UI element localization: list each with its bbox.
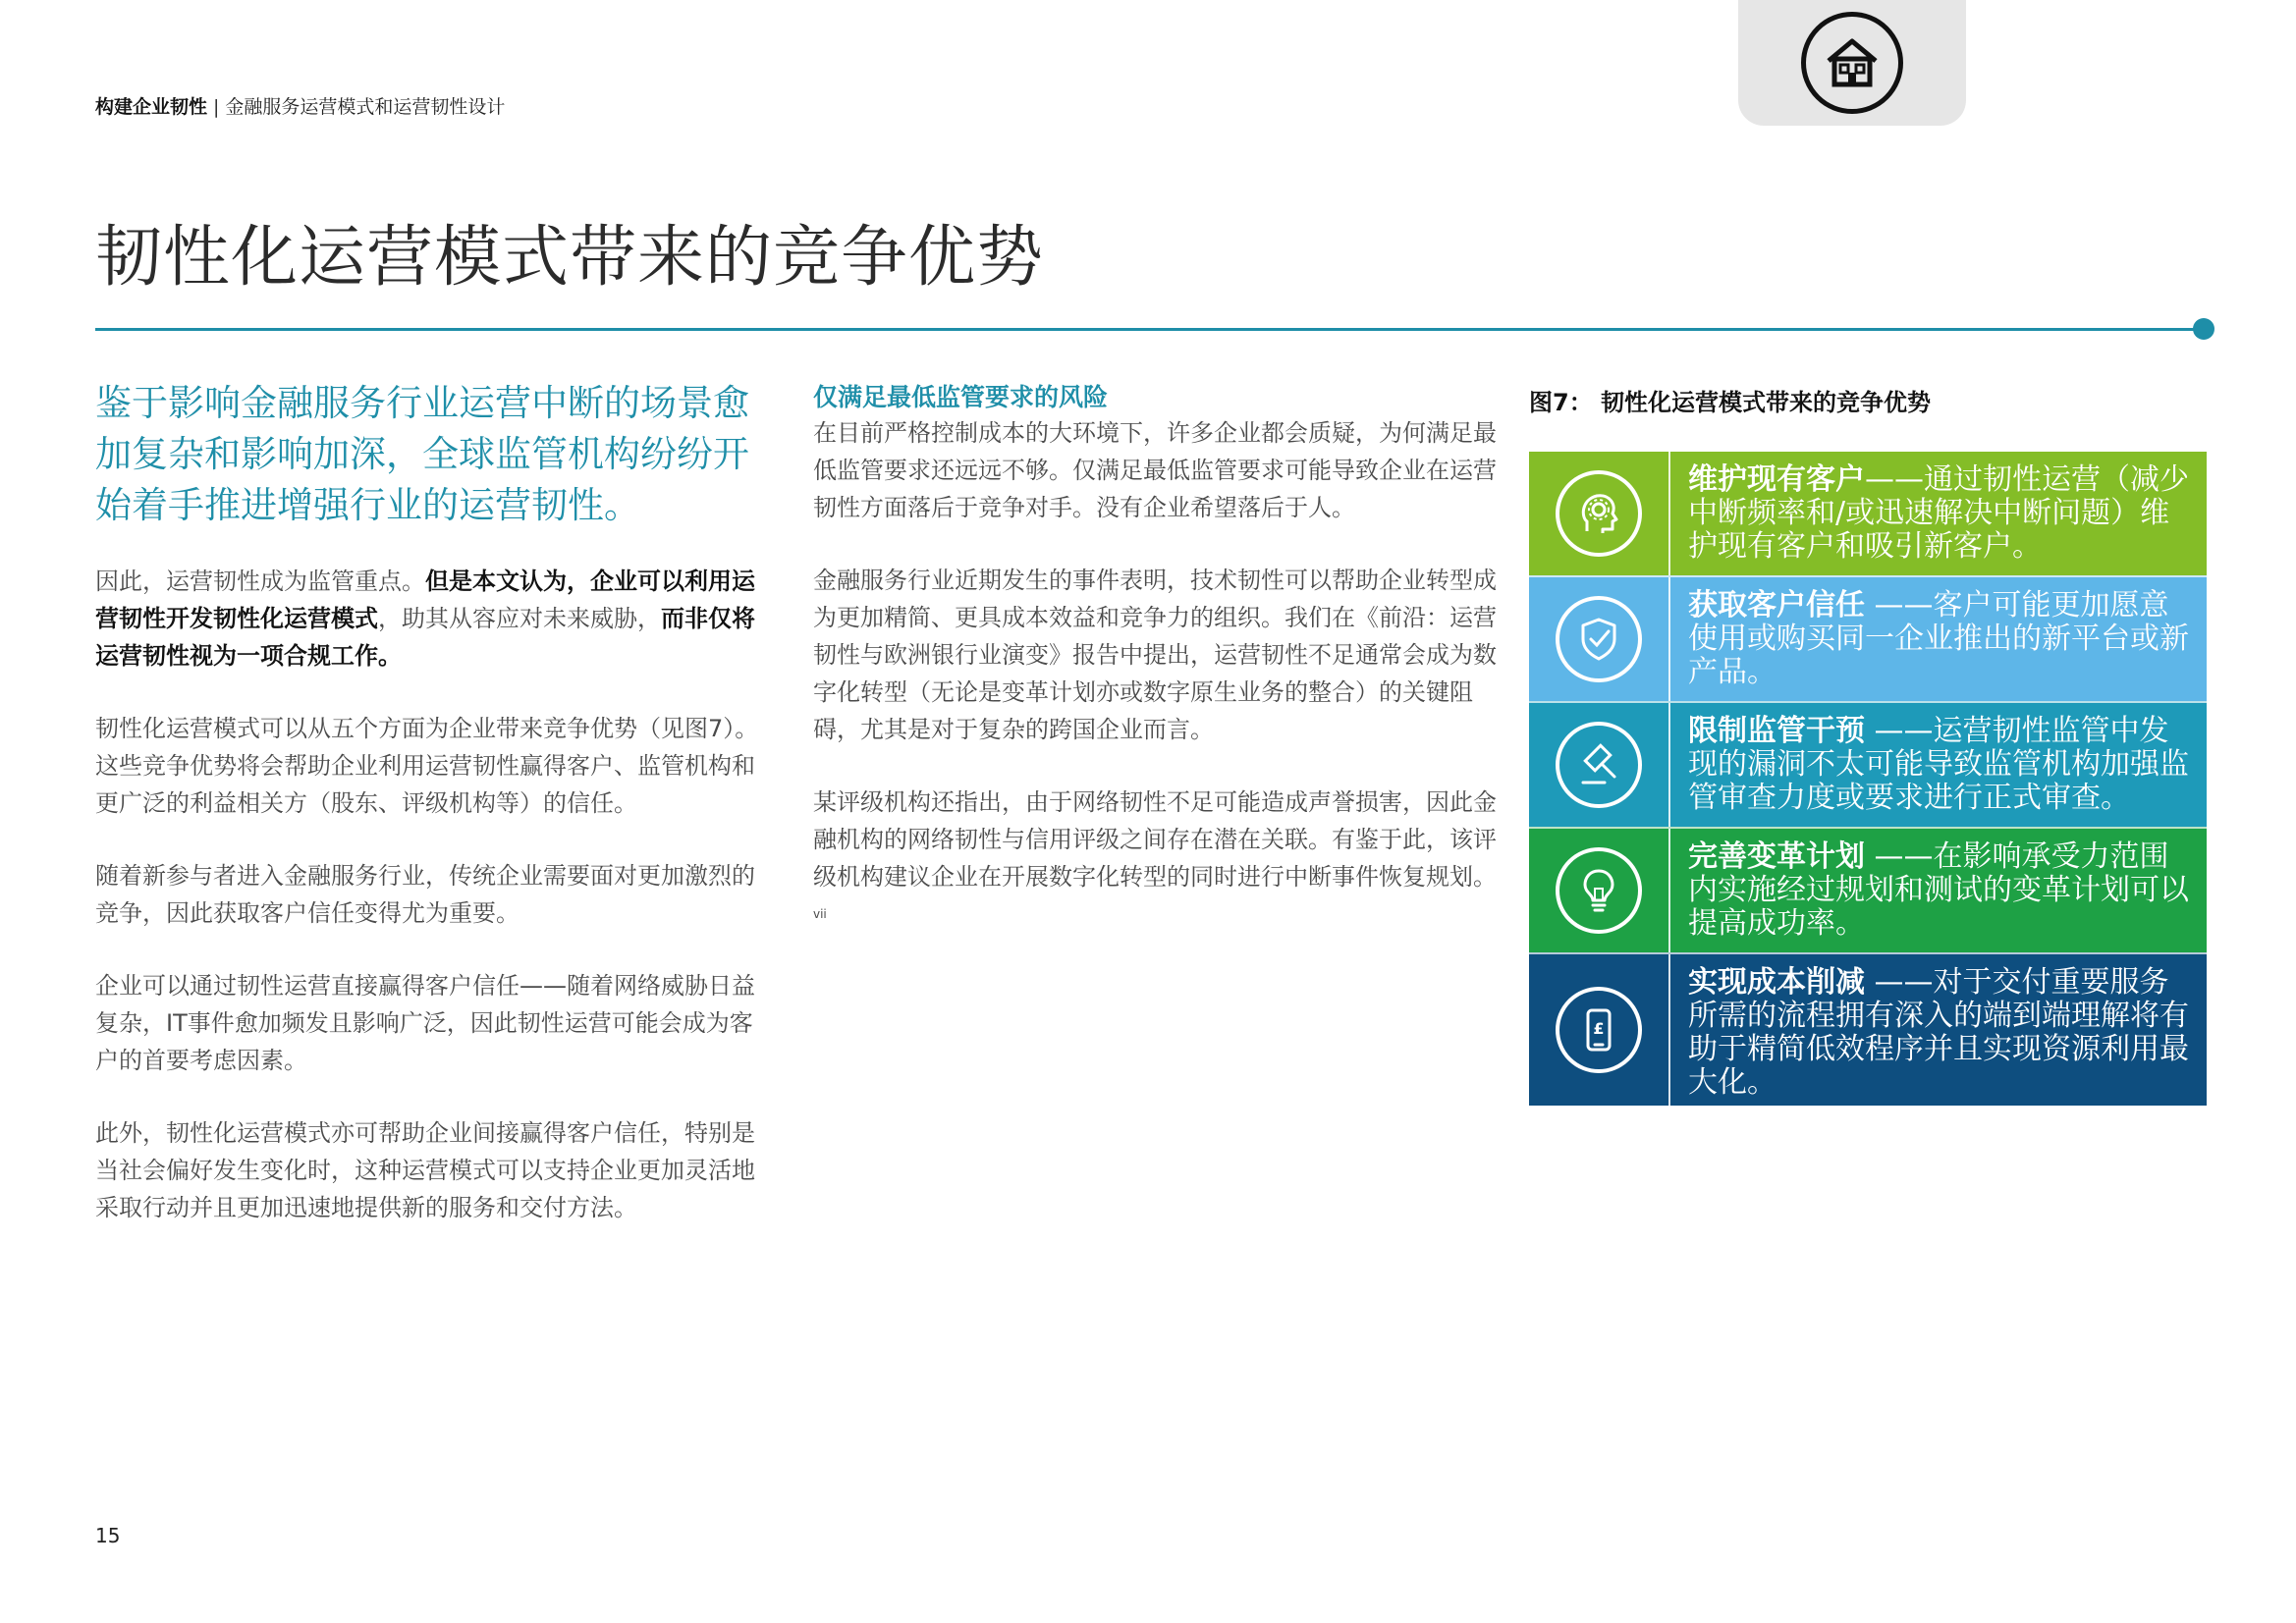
col2-paragraph-1: 在目前严格控制成本的大环境下，许多企业都会质疑，为何满足最低监管要求还远远不够。仅满足最低监管要求可能导致企业在运营韧性方面落后于竞争对手。没有企业希望落后于人。 (813, 419, 1497, 521)
running-header (95, 92, 505, 119)
header-separator: | (213, 96, 220, 118)
row-icon-cell (1529, 452, 1670, 575)
header-section: 构建企业韧性 (95, 96, 208, 118)
shield-check-icon (1556, 596, 1642, 682)
page-number: 15 (95, 1524, 121, 1547)
row-text (1670, 954, 2207, 1106)
left-column (95, 378, 773, 1262)
row-label: 获取客户信任 (1688, 588, 1865, 622)
home-tab[interactable] (1738, 0, 1966, 126)
title-rule (95, 328, 2205, 331)
p1-bold-b: 但是本文认为，企业可以利用运营韧性开发韧性化运营模式 (95, 568, 755, 632)
row-text (1670, 452, 2207, 575)
figure-row (1529, 701, 2207, 827)
pound-phone-icon (1556, 987, 1642, 1073)
home-icon[interactable] (1801, 12, 1903, 114)
figure-7-table (1529, 452, 2207, 1106)
rule-end-dot (2193, 318, 2214, 340)
row-text (1670, 829, 2207, 952)
paragraph-4: 企业可以通过韧性运营直接赢得客户信任——随着网络威胁日益复杂，IT事件愈加频发且影响广泛，因此韧性运营可能会成为客户的首要考虑因素。 (95, 972, 755, 1074)
paragraph-2: 韧性化运营模式可以从五个方面为企业带来竞争优势（见图7）。这些竞争优势将会帮助企业利用运营韧性赢得客户、监管机构和更广泛的利益相关方（股东、评级机构等）的信任。 (95, 715, 759, 817)
header-subtitle: 金融服务运营模式和运营韧性设计 (225, 96, 506, 118)
lightbulb-icon (1556, 847, 1642, 934)
row-description: ——通过韧性运营（减少中断频率和/或迅速解决中断问题）维护现有客户和吸引新客户。 (1688, 462, 2189, 564)
row-icon-cell (1529, 577, 1670, 701)
row-text (1670, 703, 2207, 827)
paragraph-3: 随着新参与者进入金融服务行业，传统企业需要面对更加激烈的竞争，因此获取客户信任变得尤为重要。 (95, 862, 755, 927)
row-label: 完善变革计划 (1688, 839, 1865, 874)
row-label: 维护现有客户 (1688, 462, 1865, 497)
svg-text:£: £ (1593, 1019, 1605, 1038)
row-description: ——运营韧性监管中发现的漏洞不太可能导致监管机构加强监管审查力度或要求进行正式审查。 (1688, 714, 2189, 815)
lead-paragraph: 鉴于影响金融服务行业运营中断的场景愈加复杂和影响加深，全球监管机构纷纷开始着手推进增强行业的运营韧性。 (95, 382, 749, 526)
p1-bold-d: 而非仅将运营韧性视为一项合规工作。 (95, 605, 755, 670)
p1-text-a: 因此，运营韧性成为监管重点。 (95, 568, 425, 595)
gavel-icon (1556, 722, 1642, 808)
section-heading: 仅满足最低监管要求的风险 (813, 383, 1109, 411)
col2-paragraph-3 (813, 784, 1501, 938)
row-icon-cell (1529, 954, 1670, 1106)
p1-text-c: ，助其从容应对未来威胁， (378, 605, 661, 632)
row-description: ——对于交付重要服务所需的流程拥有深入的端到端理解将有助于精简低效程序并且实现资源利用最大化。 (1688, 965, 2189, 1100)
figure-row (1529, 575, 2207, 701)
row-label: 限制监管干预 (1688, 714, 1865, 748)
row-icon-cell (1529, 829, 1670, 952)
middle-column (813, 381, 1501, 973)
figure-row (1529, 952, 2207, 1106)
row-description: ——客户可能更加愿意使用或购买同一企业推出的新平台或新产品。 (1688, 588, 2189, 689)
figure-title: 图7： 韧性化运营模式带来的竞争优势 (1529, 389, 1932, 416)
figure-row (1529, 827, 2207, 952)
page-title: 韧性化运营模式带来的竞争优势 (95, 219, 1045, 297)
row-label: 实现成本削减 (1688, 965, 1865, 1000)
paragraph-5: 此外，韧性化运营模式亦可帮助企业间接赢得客户信任，特别是当社会偏好发生变化时，这种运营模式可以支持企业更加灵活地采取行动并且更加迅速地提供新的服务和交付方法。 (95, 1119, 755, 1221)
row-icon-cell (1529, 703, 1670, 827)
row-text (1670, 577, 2207, 701)
paragraph-1 (95, 563, 773, 675)
col2-p3-text: 某评级机构还指出，由于网络韧性不足可能造成声誉损害，因此金融机构的网络韧性与信用评级之间存在潜在关联。有鉴于此，该评级机构建议企业在开展数字化转型的同时进行中断事件恢复规划。 (813, 788, 1497, 891)
head-gear-icon (1556, 470, 1642, 557)
col2-paragraph-2: 金融服务行业近期发生的事件表明，技术韧性可以帮助企业转型成为更加精简、更具成本效益和竞争力的组织。我们在《前沿：运营韧性与欧洲银行业演变》报告中提出，运营韧性不足通常会成为数字化转型（无论是变革计划亦或数字原生业务的整合）的关键阻碍，尤其是对于复杂的跨国企业而言。 (813, 567, 1497, 743)
figure-row (1529, 452, 2207, 575)
endnote-marker: vii (813, 907, 827, 921)
row-description: ——在影响承受力范围内实施经过规划和测试的变革计划可以提高成功率。 (1688, 839, 2189, 941)
